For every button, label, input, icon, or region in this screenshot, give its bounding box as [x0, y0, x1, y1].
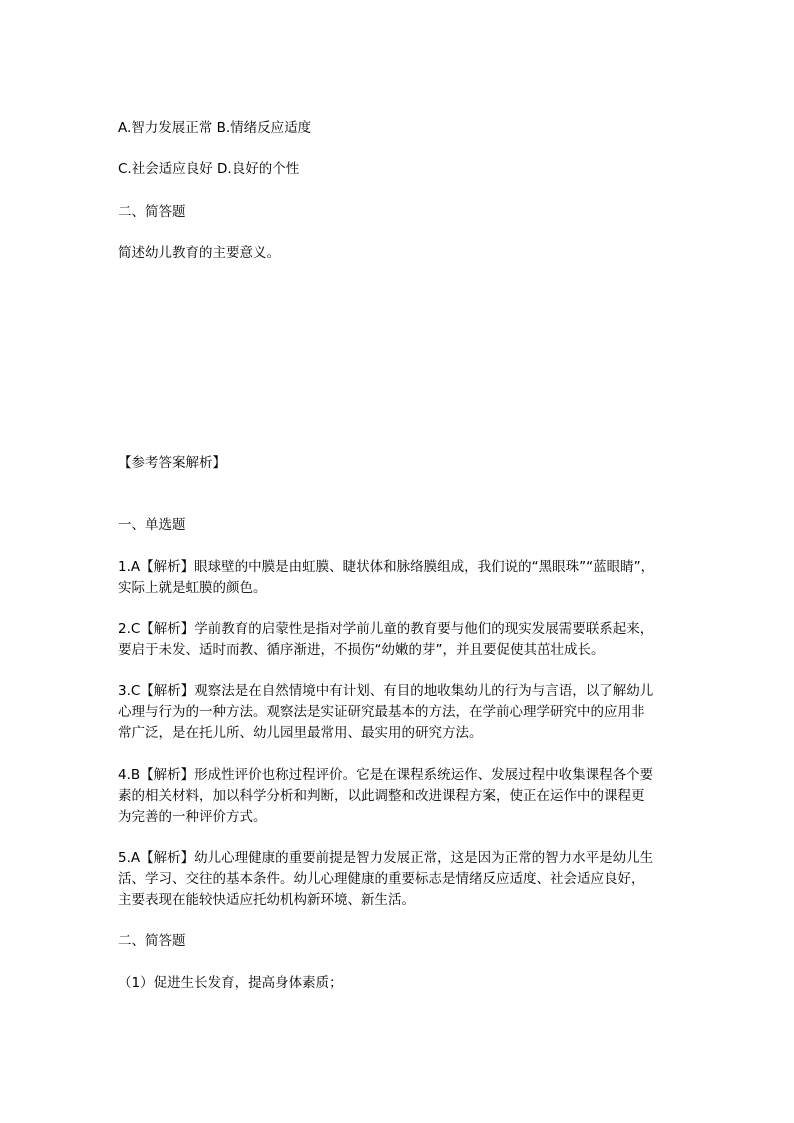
answer-1-line-2: 实际上就是虹膜的颜色。 [118, 580, 267, 596]
essay-answer-point-1: （1）促进生长发育，提高身体素质； [118, 975, 343, 991]
answer-4-line-2: 素的相关材料，加以科学分析和判断，以此调整和改进课程方案，使正在运作中的课程更 [118, 788, 645, 804]
answer-3-line-3: 常广泛，是在托儿所、幼儿园里最常用、最实用的研究方法。 [118, 725, 483, 741]
answers-title: 【参考答案解析】 [118, 455, 226, 471]
section-heading-short-answer-answers: 二、简答题 [118, 933, 186, 949]
answer-1-line-1: 1.A【解析】眼球壁的中膜是由虹膜、睫状体和脉络膜组成，我们说的“黑眼珠”“蓝眼睛”， [118, 559, 655, 575]
answer-item-1 [118, 557, 678, 599]
answer-item-5 [118, 848, 678, 911]
question-options-line-1: A.智力发展正常 B.情绪反应适度 [118, 120, 312, 136]
section-heading-single-choice: 一、单选题 [118, 517, 186, 533]
section-heading-short-answer: 二、简答题 [118, 204, 186, 220]
answer-2-line-1: 2.C【解析】学前教育的启蒙性是指对学前儿童的教育要与他们的现实发展需要联系起来， [118, 621, 654, 637]
answer-4-line-1: 4.B【解析】形成性评价也称过程评价。它是在课程系统运作、发展过程中收集课程各个要 [118, 767, 654, 783]
answer-2-line-2: 要启于未发、适时而教、循序渐进，不损伤“幼嫩的芽”，并且要促使其茁壮成长。 [118, 642, 605, 658]
essay-question: 简述幼儿教育的主要意义。 [118, 245, 280, 261]
answer-item-3 [118, 681, 678, 744]
answer-3-line-2: 心理与行为的一种方法。观察法是实证研究最基本的方法，在学前心理学研究中的应用非 [118, 704, 645, 720]
question-options-line-2: C.社会适应良好 D.良好的个性 [118, 161, 300, 177]
answer-5-line-2: 活、学习、交往的基本条件。幼儿心理健康的重要标志是情绪反应适度、社会适应良好， [118, 871, 645, 887]
answer-4-line-3: 为完善的一种评价方式。 [118, 809, 267, 825]
answer-item-2 [118, 619, 678, 661]
answer-5-line-1: 5.A【解析】幼儿心理健康的重要前提是智力发展正常，这是因为正常的智力水平是幼儿生 [118, 850, 654, 866]
answer-item-4 [118, 765, 678, 828]
answer-3-line-1: 3.C【解析】观察法是在自然情境中有计划、有目的地收集幼儿的行为与言语，以了解幼儿 [118, 683, 654, 699]
answer-5-line-3: 主要表现在能较快适应托幼机构新环境、新生活。 [118, 892, 415, 908]
